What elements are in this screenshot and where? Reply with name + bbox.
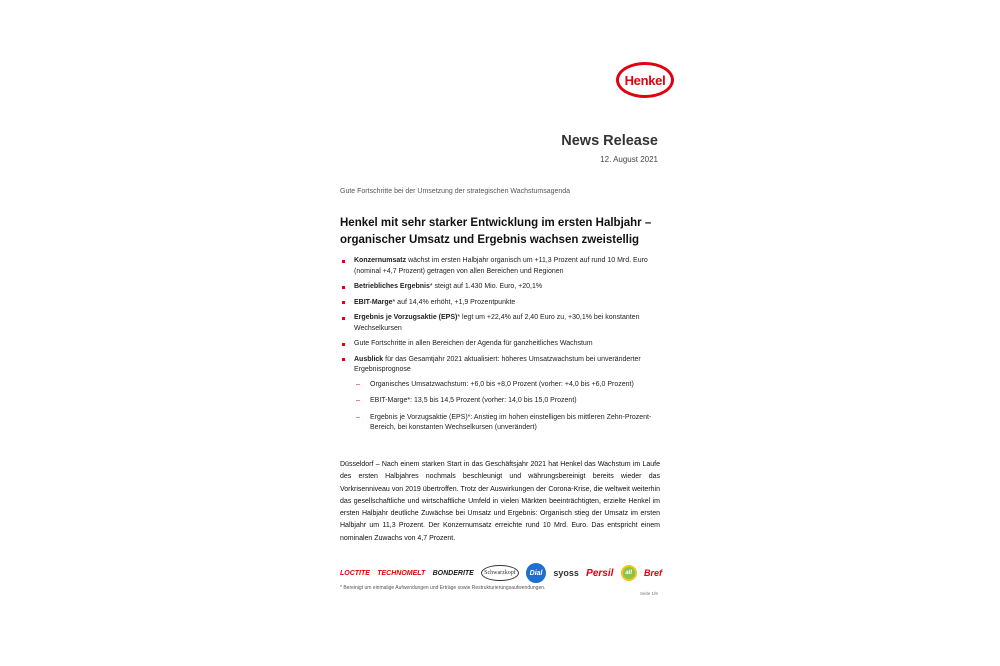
bonderite-logo: BONDERITE: [432, 569, 474, 577]
bullet-text: * steigt auf 1.430 Mio. Euro, +20,1%: [429, 283, 543, 290]
headline: Henkel mit sehr starker Entwicklung im ersten Halbjahr – organischer Umsatz und Ergebnis wachsen zweistellig: [340, 217, 652, 246]
bullet-bold: Ausblick: [354, 355, 384, 363]
bullet-text: für das Gesamtjahr 2021 aktualisiert: höheres Umsatzwachstum bei unveränderter Ergebnisprognose: [354, 355, 641, 373]
outlook-sublist: [354, 380, 670, 434]
bullet-text: * legt um +22,4% auf 2,40 Euro zu, +30,1% bei konstanten Wechselkursen: [354, 314, 640, 332]
body-paragraph: Düsseldorf – Nach einem starken Start in das Geschäftsjahr 2021 hat Henkel das Wachstum im Laufe des ersten Halbjahres nochmals beschleunigt und währungsbereinigt bereits wieder das Vorkrisenniveau von 2019 übertroffen. Trotz der Auswirkungen der Corona-Krise, die weltweit weiterhin das gesellschaftliche und wirtschaftliche Umfeld in vielen Märkten beeinträchtigten, erzielte Henkel im ersten Halbjahr deutliche Zuwächse bei Umsatz und Ergebnis: Organisch stieg der Umsatz im ersten Halbjahr um 11,3 Prozent. Der Konzernumsatz erreichte rund 10 Mrd. Euro. Das entspricht einem nominalen Zuwachs von 4,7 Prozent.: [340, 461, 660, 542]
bullet-text: wächst im ersten Halbjahr organisch um +11,3 Prozent auf rund 10 Mrd. Euro (nominal +4,7 Prozent) getragen von allen Bereichen und Regionen: [354, 257, 648, 275]
sub-bullet-item: – Ergebnis je Vorzugsaktie (EPS)*: Anstieg im hohen einstelligen bis mittleren Zehn-Prozent-Bereich, bei konstanten Wechselkursen (unverändert): [354, 413, 670, 434]
release-date: 12. August 2021: [600, 155, 658, 164]
sub-bullet-item: – Organisches Umsatzwachstum: +6,0 bis +8,0 Prozent (vorher: +4,0 bis +6,0 Prozent): [354, 380, 670, 391]
page-number: Seite 1/9: [640, 591, 658, 596]
bullet-item: [340, 339, 670, 350]
bullet-item: [340, 313, 670, 334]
bullet-text: * auf 14,4% erhöht, +1,9 Prozentpunkte: [392, 298, 516, 306]
sub-bullet-item: – EBIT-Marge*: 13,5 bis 14,5 Prozent (vorher: 14,0 bis 15,0 Prozent): [354, 396, 670, 407]
loctite-logo: LOCTITE: [340, 569, 370, 577]
bullet-bold: Betriebliches Ergebnis: [354, 283, 430, 290]
bullet-bold: Konzernumsatz: [354, 257, 407, 264]
henkel-logo-text: Henkel: [624, 72, 666, 88]
persil-logo: Persil: [586, 567, 614, 579]
subline: Gute Fortschritte bei der Umsetzung der strategischen Wachstumsagenda: [340, 188, 571, 195]
all-logo: all: [621, 565, 637, 581]
dial-logo: Dial: [526, 563, 546, 583]
bullet-item: [340, 355, 670, 434]
bullet-item: [340, 256, 670, 277]
henkel-logo: [616, 62, 674, 98]
bullet-item: [340, 282, 670, 293]
highlights-list: [340, 256, 670, 440]
schwarzkopf-logo: Schwarzkopf: [481, 565, 519, 581]
syoss-logo: syoss: [553, 568, 579, 578]
brand-logo-strip: [340, 562, 662, 584]
release-title: News Release: [561, 133, 658, 149]
technomelt-logo: TECHNOMELT: [377, 569, 426, 577]
bullet-bold: EBIT-Marge: [354, 298, 393, 306]
bullet-item: [340, 298, 670, 309]
bullet-bold: Ergebnis je Vorzugsaktie (EPS): [354, 314, 458, 321]
bref-logo: Bref: [643, 568, 662, 578]
footnote: * Bereinigt um einmalige Aufwendungen und Erträge sowie Restrukturierungsaufwendungen.: [340, 585, 546, 591]
bullet-text: Gute Fortschritte in allen Bereichen der Agenda für ganzheitliches Wachstum: [354, 340, 593, 347]
